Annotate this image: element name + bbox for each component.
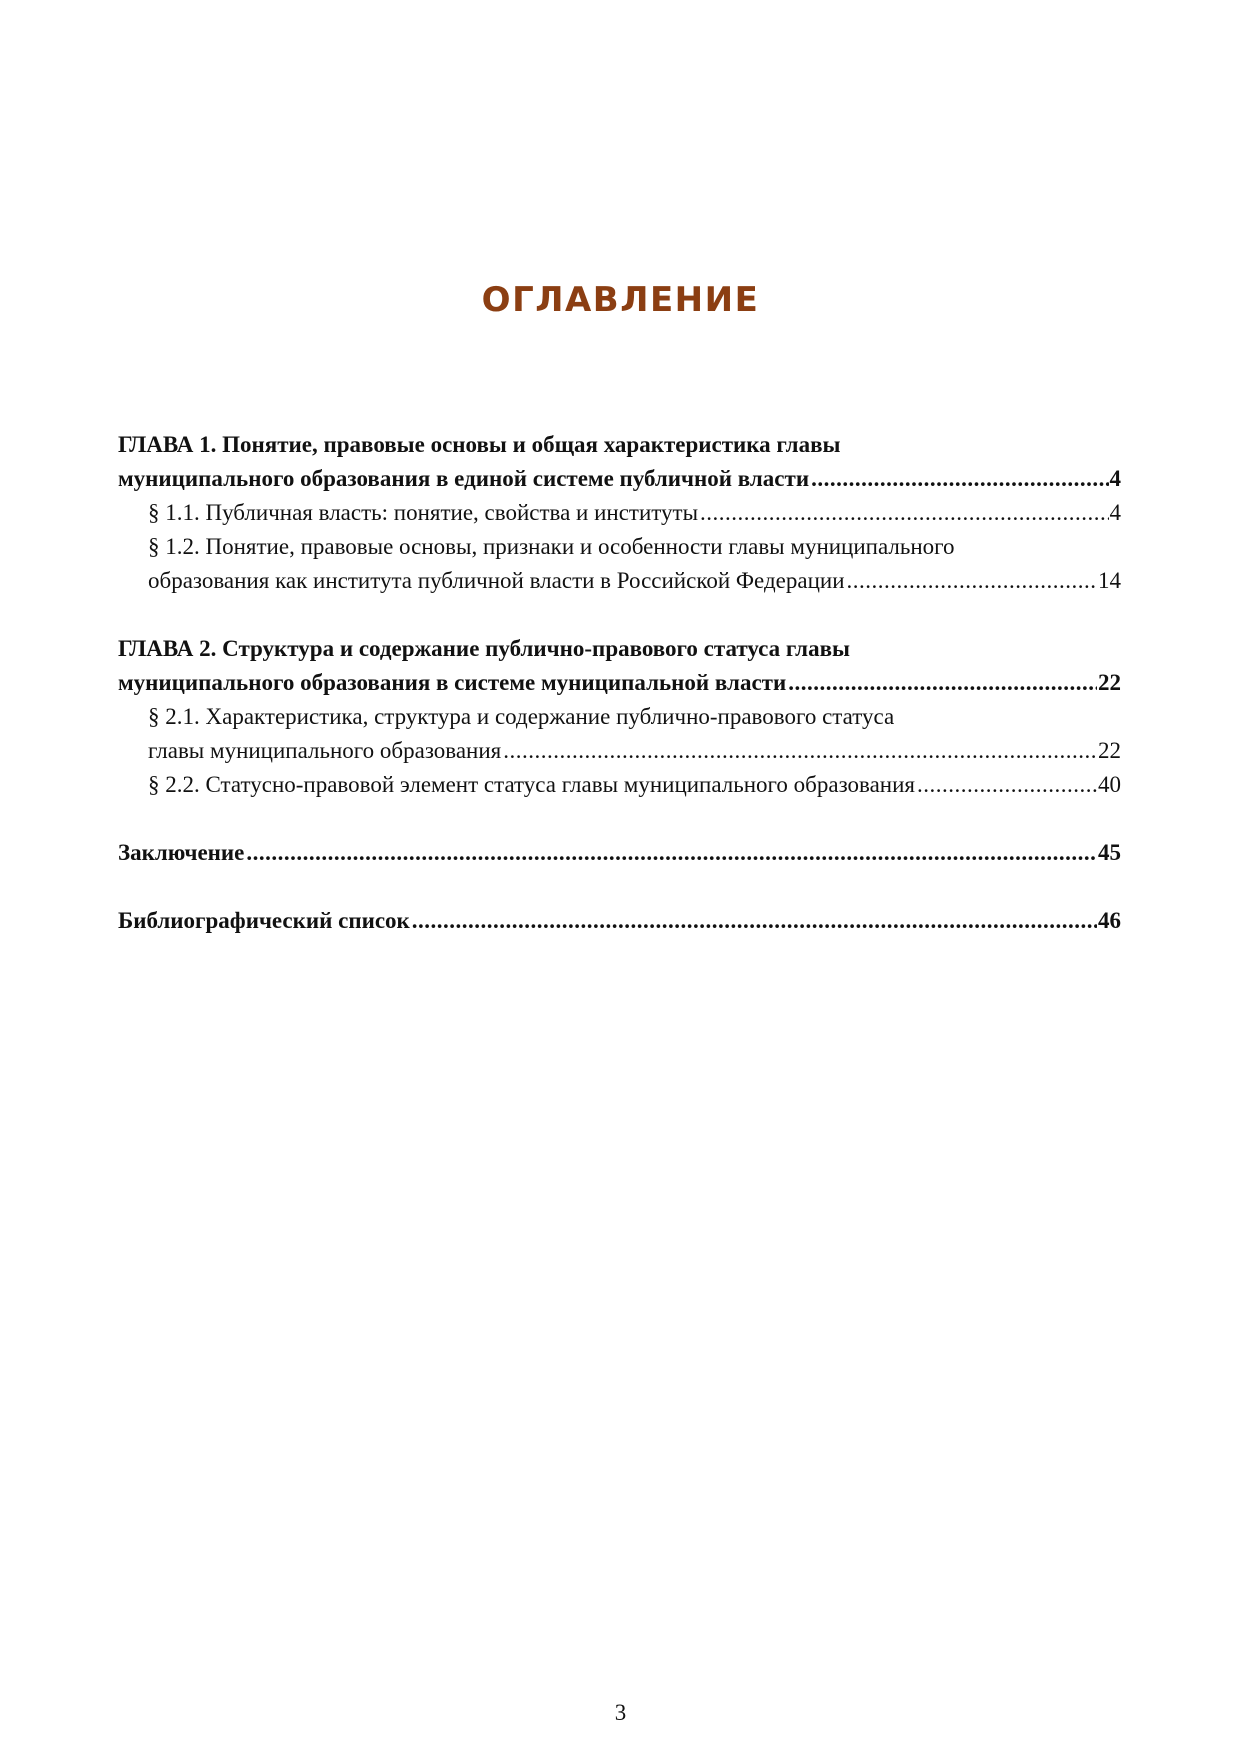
toc-chapter-1-page: 4 <box>1109 466 1121 491</box>
toc-chapter-2-title-line-1: ГЛАВА 2. Структура и содержание публично-правового статуса главы <box>118 636 850 661</box>
toc-section-2-1-title-line-2: главы муниципального образования <box>148 738 502 763</box>
dot-leader <box>412 904 1097 938</box>
table-of-contents <box>118 428 1121 938</box>
toc-chapter-1-title-line-1: ГЛАВА 1. Понятие, правовые основы и общая характеристика главы <box>118 432 841 457</box>
toc-section-2-2-page: 40 <box>1098 772 1121 797</box>
toc-section-2-1-title-line-1: § 2.1. Характеристика, структура и содержание публично-правового статуса <box>148 704 895 729</box>
toc-section-1-1-title: § 1.1. Публичная власть: понятие, свойства и институты <box>148 500 699 525</box>
page-number: 3 <box>614 1700 627 1725</box>
dot-leader <box>847 564 1097 598</box>
toc-conclusion-page: 45 <box>1098 840 1121 865</box>
dot-leader <box>811 462 1108 496</box>
toc-section-1-2-page: 14 <box>1098 568 1121 593</box>
toc-conclusion[interactable] <box>118 836 1121 870</box>
toc-section-1-2-title-line-1: § 1.2. Понятие, правовые основы, признаки и особенности главы муниципального <box>148 534 955 559</box>
toc-bibliography[interactable] <box>118 904 1121 938</box>
toc-section-2-1[interactable] <box>118 700 1121 768</box>
dot-leader <box>246 836 1097 870</box>
toc-chapter-1[interactable] <box>118 428 1121 496</box>
toc-bibliography-title: Библиографический список <box>118 908 410 933</box>
toc-chapter-2-page: 22 <box>1098 670 1121 695</box>
toc-section-1-1[interactable] <box>118 496 1121 530</box>
toc-section-2-1-page: 22 <box>1098 738 1121 763</box>
dot-leader <box>917 768 1097 802</box>
dot-leader <box>503 734 1097 768</box>
toc-conclusion-title: Заключение <box>118 840 245 865</box>
toc-chapter-2[interactable] <box>118 632 1121 700</box>
toc-chapter-2-title-line-2: муниципального образования в системе муниципальной власти <box>118 670 787 695</box>
toc-section-1-2[interactable] <box>118 530 1121 598</box>
toc-section-1-2-title-line-2: образования как института публичной власти в Российской Федерации <box>148 568 845 593</box>
toc-section-2-2-title: § 2.2. Статусно-правовой элемент статуса главы муниципального образования <box>148 772 915 797</box>
dot-leader <box>700 496 1108 530</box>
page-title: ОГЛАВЛЕНИЕ <box>481 280 760 320</box>
toc-section-1-1-page: 4 <box>1109 500 1121 525</box>
toc-chapter-1-title-line-2: муниципального образования в единой системе публичной власти <box>118 466 810 491</box>
toc-section-2-2[interactable] <box>118 768 1121 802</box>
toc-bibliography-page: 46 <box>1098 908 1121 933</box>
dot-leader <box>788 666 1097 700</box>
